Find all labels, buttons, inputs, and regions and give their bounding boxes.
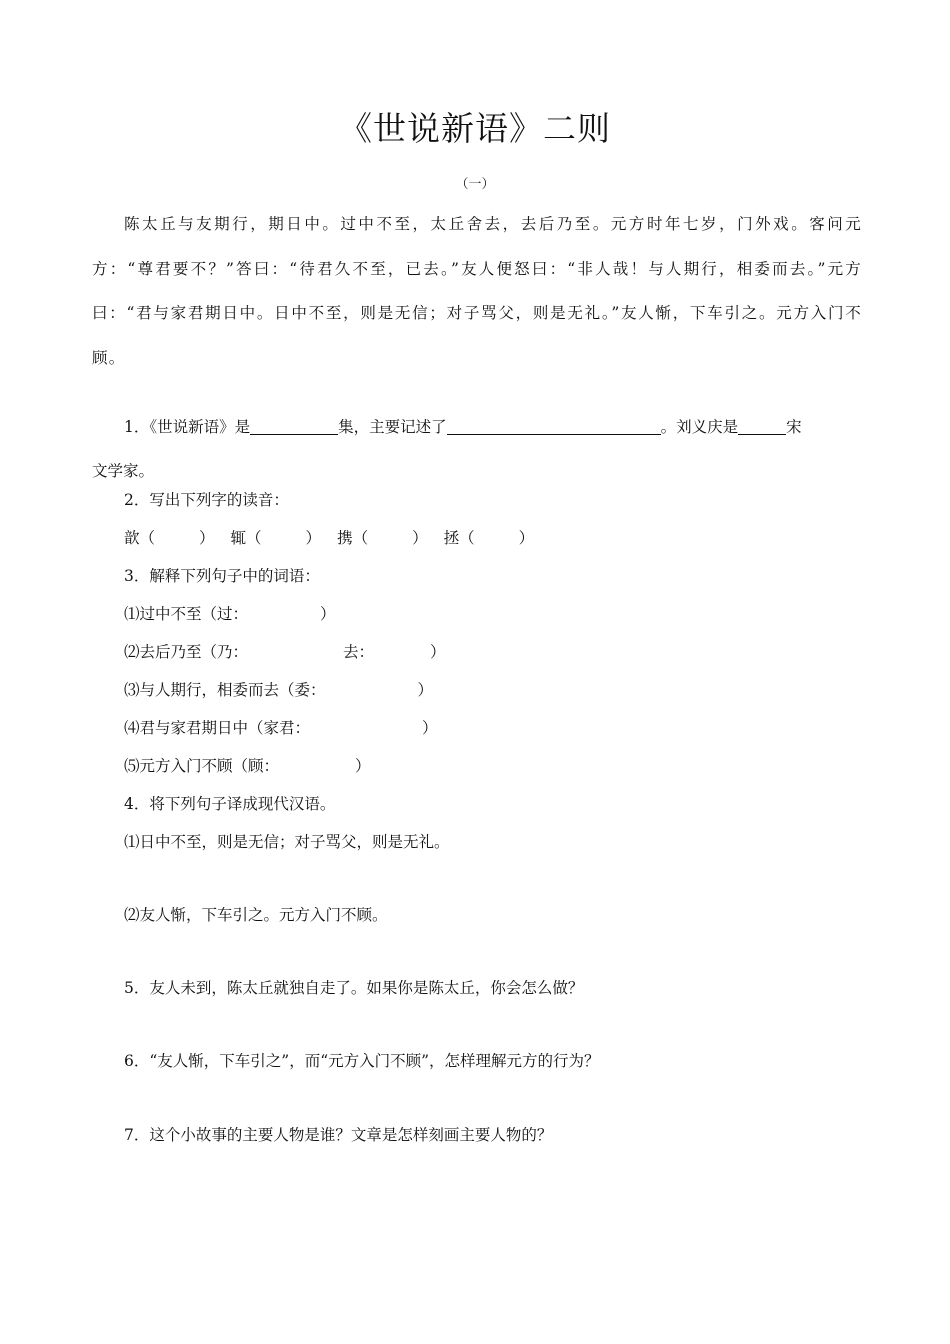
- q3-item-3: [124, 678, 433, 700]
- q1-blank-dynasty[interactable]: [738, 418, 786, 435]
- q2-char-xin: 歆（: [124, 529, 156, 547]
- q1-part-d: 宋: [786, 418, 802, 436]
- q1-part-a: 1．《世说新语》是: [124, 418, 251, 436]
- q3-item-4-close: ）: [422, 719, 438, 737]
- question-1: [92, 405, 854, 493]
- question-3-prompt: 3．解释下列句子中的词语：: [124, 567, 320, 585]
- q2-close-4: ）: [518, 529, 535, 547]
- question-7: 7．这个小故事的主要人物是谁？文章是怎样刻画主要人物的？: [124, 1126, 553, 1144]
- q1-part-c: 。刘义庆是: [660, 418, 739, 436]
- q1-part-e: 文学家。: [92, 462, 155, 480]
- q3-item-1: [124, 602, 336, 624]
- q3-item-5-close: ）: [355, 757, 371, 775]
- q2-close-1: ）: [199, 529, 215, 547]
- q3-item-3-close: ）: [417, 681, 434, 699]
- q2-close-2: ）: [305, 529, 322, 547]
- q4-sentence-1: ⑴日中不至，则是无信；对子骂父，则是无礼。: [124, 833, 450, 851]
- q3-item-1-text: ⑴过中不至（过：: [124, 605, 249, 623]
- q2-char-zheng: 拯（: [443, 529, 475, 547]
- q1-blank-genre[interactable]: [250, 418, 338, 435]
- passage-text: 陈太丘与友期行，期日中。过中不至，太丘舍去，去后乃至。元方时年七岁，门外戏。客问元方：“尊君要不？”答曰：“待君久不至，已去。”友人便怒曰：“非人哉！与人期行，相委而去。”元方曰：“君与家君期日中。日中不至，则是无信；对子骂父，则是无礼。”友人惭，下车引之。元方入门不顾。: [92, 215, 862, 367]
- q3-item-4: [124, 716, 438, 738]
- q2-char-xie: 携（: [337, 529, 369, 547]
- question-5: 5．友人未到，陈太丘就独自走了。如果你是陈太丘，你会怎么做？: [124, 979, 584, 997]
- question-2-prompt: 2．写出下列字的读音：: [124, 491, 289, 509]
- page-title: 《世说新语》二则: [339, 109, 611, 148]
- question-6: 6．“友人惭，下车引之”，而“元方入门不顾”，怎样理解元方的行为？: [124, 1052, 600, 1070]
- question-2-items: [124, 526, 534, 548]
- q3-item-2-text: ⑵去后乃至（乃：: [124, 643, 249, 661]
- q3-item-1-close: ）: [320, 605, 336, 623]
- passage: [92, 202, 862, 380]
- q3-item-5: [124, 754, 371, 776]
- q3-item-2-close: ）: [430, 643, 446, 661]
- q4-sentence-2: ⑵友人惭，下车引之。元方入门不顾。: [124, 906, 388, 924]
- question-4-prompt: 4．将下列句子译成现代汉语。: [124, 795, 336, 813]
- section-number: （一）: [455, 177, 495, 192]
- q1-part-b: 集，主要记述了: [338, 418, 447, 436]
- q3-item-2: [124, 640, 446, 662]
- q2-close-3: ）: [412, 529, 428, 547]
- q1-blank-content[interactable]: [447, 418, 661, 435]
- q2-char-zhe: 辄（: [230, 529, 262, 547]
- q3-item-4-text: ⑷君与家君期日中（家君：: [124, 719, 311, 737]
- q3-item-5-text: ⑸元方入门不顾（顾：: [124, 757, 280, 775]
- q3-item-3-text: ⑶与人期行，相委而去（委：: [124, 681, 326, 699]
- q3-item-2-mid: 去：: [343, 643, 375, 661]
